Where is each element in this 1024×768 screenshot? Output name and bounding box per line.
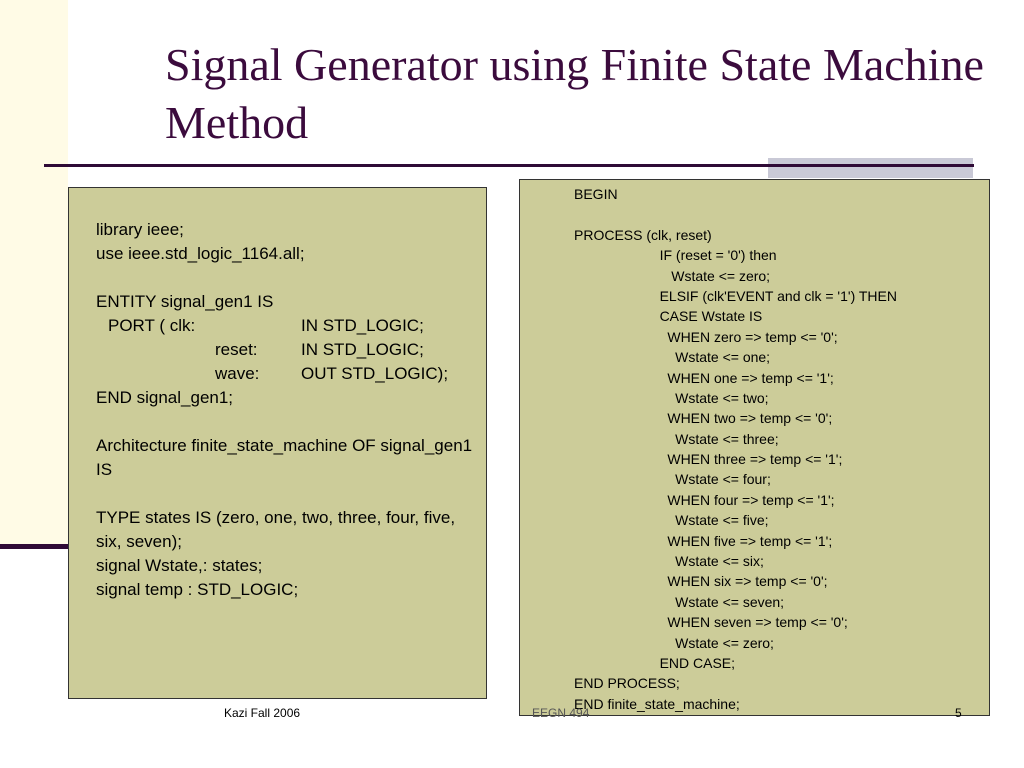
code-line-reset xyxy=(96,338,481,362)
code-line: TYPE states IS (zero, one, two, three, four, five, six, seven); xyxy=(96,508,456,551)
code-line: WHEN five => temp <= '1'; xyxy=(574,532,833,549)
code-line: WHEN zero => temp <= '0'; xyxy=(574,328,838,345)
code-line: Wstate <= five; xyxy=(574,512,769,529)
code-line: WHEN one => temp <= '1'; xyxy=(574,369,834,386)
code-line: WHEN two => temp <= '0'; xyxy=(574,410,833,427)
code-line: END signal_gen1; xyxy=(96,388,234,407)
entity-code-box xyxy=(68,187,487,699)
wave-name: wave: xyxy=(215,364,260,383)
footer-author: Kazi Fall 2006 xyxy=(224,706,301,720)
code-line-wave xyxy=(96,362,481,386)
code-line: signal temp : STD_LOGIC; xyxy=(96,580,299,599)
code-line: END finite_state_machine; xyxy=(574,695,740,712)
title-rule xyxy=(44,164,974,167)
code-line: ENTITY signal_gen1 IS xyxy=(96,292,274,311)
left-accent-line xyxy=(0,544,68,549)
process-code xyxy=(574,184,897,714)
code-line: Wstate <= zero; xyxy=(574,634,774,651)
code-line: CASE Wstate IS xyxy=(574,308,763,325)
code-line xyxy=(574,204,897,224)
code-line: Wstate <= six; xyxy=(574,553,764,570)
code-line: Wstate <= one; xyxy=(574,349,771,366)
code-line: END CASE; xyxy=(574,654,736,671)
code-line: Wstate <= zero; xyxy=(574,267,771,284)
code-line: Wstate <= four; xyxy=(574,471,771,488)
title-rule-shadow xyxy=(768,158,973,178)
slide-title: Signal Generator using Finite State Machine Method xyxy=(165,39,984,148)
code-line: END PROCESS; xyxy=(574,675,680,692)
code-line: IF (reset = '0') then xyxy=(574,247,777,264)
code-line: use ieee.std_logic_1164.all; xyxy=(96,244,305,263)
slide-number: 5 xyxy=(955,706,962,720)
code-line: library ieee; xyxy=(96,220,184,239)
code-line: WHEN seven => temp <= '0'; xyxy=(574,614,848,631)
code-line-port xyxy=(96,314,481,338)
reset-type: IN STD_LOGIC; xyxy=(301,340,424,359)
code-line: Wstate <= two; xyxy=(574,389,769,406)
footer-course: EEGN 494 xyxy=(532,706,590,720)
code-line: PROCESS (clk, reset) xyxy=(574,226,712,243)
code-line: Architecture finite_state_machine OF signal_gen1 IS xyxy=(96,436,473,479)
code-line: signal Wstate,: states; xyxy=(96,556,263,575)
port-clk-type: IN STD_LOGIC; xyxy=(301,316,424,335)
wave-type: OUT STD_LOGIC); xyxy=(301,364,449,383)
reset-name: reset: xyxy=(215,340,258,359)
code-line: Wstate <= three; xyxy=(574,430,779,447)
architecture-code-box xyxy=(519,179,990,716)
code-line: ELSIF (clk'EVENT and clk = '1') THEN xyxy=(574,287,897,304)
code-line: WHEN four => temp <= '1'; xyxy=(574,491,835,508)
left-decorative-bar xyxy=(0,0,68,545)
code-line: WHEN three => temp <= '1'; xyxy=(574,451,843,468)
entity-code xyxy=(96,218,481,602)
code-line: BEGIN xyxy=(574,186,618,202)
port-keyword: PORT ( clk: xyxy=(108,316,196,335)
code-line: WHEN six => temp <= '0'; xyxy=(574,573,828,590)
code-line: Wstate <= seven; xyxy=(574,593,785,610)
